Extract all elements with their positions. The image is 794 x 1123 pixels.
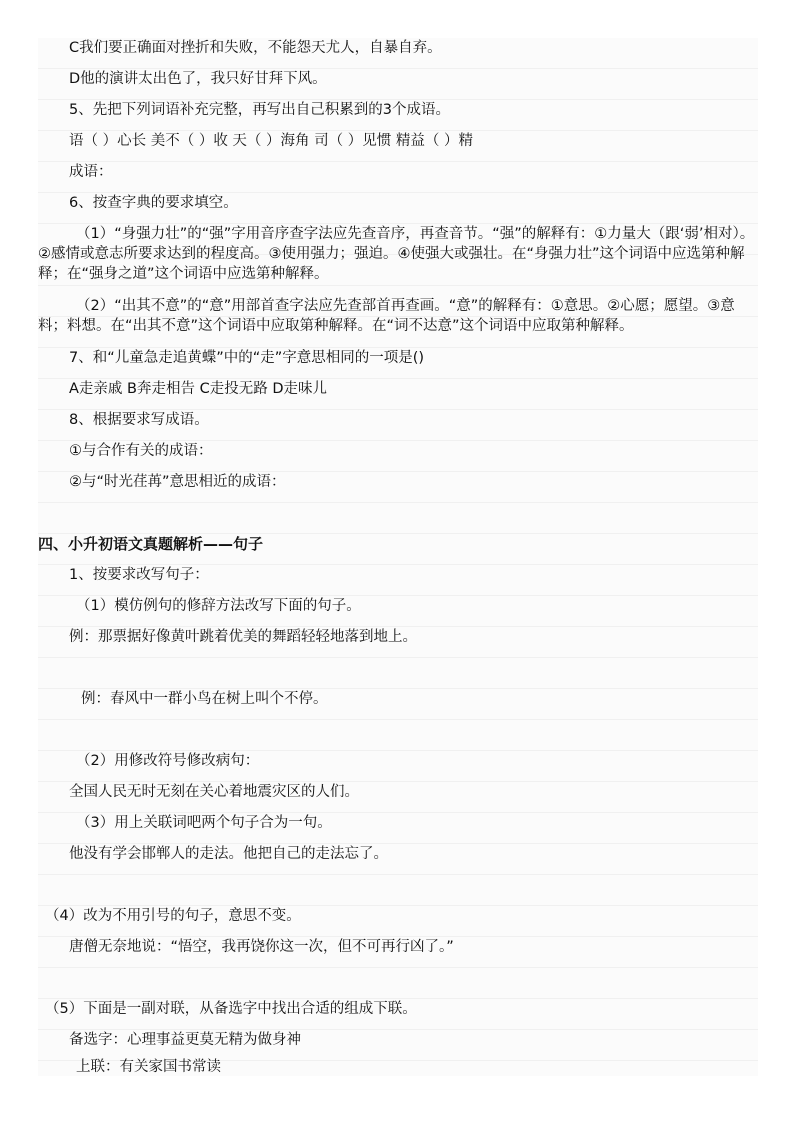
question-6: 6、按查字典的要求填空。 bbox=[69, 195, 238, 211]
sentence-task-1: 1、按要求改写句子： bbox=[69, 567, 209, 583]
sentence-task-1-5-chars: 备选字：心理事益更莫无精为做身神 bbox=[69, 1032, 301, 1048]
question-8: 8、根据要求写成语。 bbox=[69, 412, 209, 428]
option-c-line: C我们要正确面对挫折和失败，不能怨天尤人，自暴自弃。 bbox=[69, 40, 442, 56]
sentence-task-1-4-text: 唐僧无奈地说：“悟空，我再饶你这一次，但不可再行凶了。” bbox=[69, 939, 454, 955]
sentence-task-1-2-text: 全国人民无时无刻在关心着地震灾区的人们。 bbox=[69, 784, 359, 800]
sentence-task-1-5-upper-couplet: 上联：有关家国书常读 bbox=[76, 1059, 221, 1075]
question-6-part-2: （2）“出其不意”的“意”用部首查字法应先查部首再查画。“意”的解释有：①意思。②心愿；愿望。③意料；料想。在“出其不意”这个词语中应取第种解释。在“词不达意”这个词语中应取第种解释。 bbox=[38, 298, 735, 334]
option-d-line: D他的演讲太出色了，我只好甘拜下风。 bbox=[69, 71, 327, 87]
question-5-answer: 成语： bbox=[69, 164, 113, 180]
sentence-task-1-4: （4）改为不用引号的句子，意思不变。 bbox=[45, 908, 301, 924]
question-7: 7、和“儿童急走追黄蝶”中的“走”字意思相同的一项是() bbox=[69, 350, 425, 366]
document-page bbox=[38, 38, 758, 1076]
sentence-task-1-5: （5）下面是一副对联，从备选字中找出合适的组成下联。 bbox=[45, 1001, 417, 1017]
question-7-options: A走亲戚 B奔走相告 C走投无路 D走味儿 bbox=[69, 381, 327, 397]
sentence-task-1-3-text: 他没有学会邯郸人的走法。他把自己的走法忘了。 bbox=[69, 846, 388, 862]
sentence-task-1-3: （3）用上关联词吧两个句子合为一句。 bbox=[76, 815, 332, 831]
sentence-task-1-2: （2）用修改符号修改病句： bbox=[76, 753, 260, 769]
question-8-item-1: ①与合作有关的成语： bbox=[69, 443, 213, 459]
question-8-item-2: ②与“时光荏苒”意思相近的成语： bbox=[69, 474, 286, 490]
question-5: 5、先把下列词语补充完整，再写出自己积累到的3个成语。 bbox=[69, 102, 450, 118]
sentence-task-1-1: （1）模仿例句的修辞方法改写下面的句子。 bbox=[76, 598, 361, 614]
sentence-task-1-1-example-2: 例：春风中一群小鸟在树上叫个不停。 bbox=[81, 691, 328, 707]
section-4-heading: 四、小升初语文真题解析——句子 bbox=[38, 535, 264, 553]
question-5-words: 语（ ）心长 美不（ ）收 天（ ）海角 司（ ）见惯 精益（ ）精 bbox=[69, 133, 473, 149]
question-6-part-1: （1）“身强力壮”的“强”字用音序查字法应先查音序，再查音节。“强”的解释有：①力量大（跟‘弱’相对）。②感情或意志所要求达到的程度高。③使用强力；强迫。④使强大或强壮。在“身强力壮”这个词语中应选第种解释；在“强身之道”这个词语中应选第种解释。 bbox=[38, 226, 755, 282]
sentence-task-1-1-example-1: 例：那票据好像黄叶跳着优美的舞蹈轻轻地落到地上。 bbox=[69, 629, 417, 645]
